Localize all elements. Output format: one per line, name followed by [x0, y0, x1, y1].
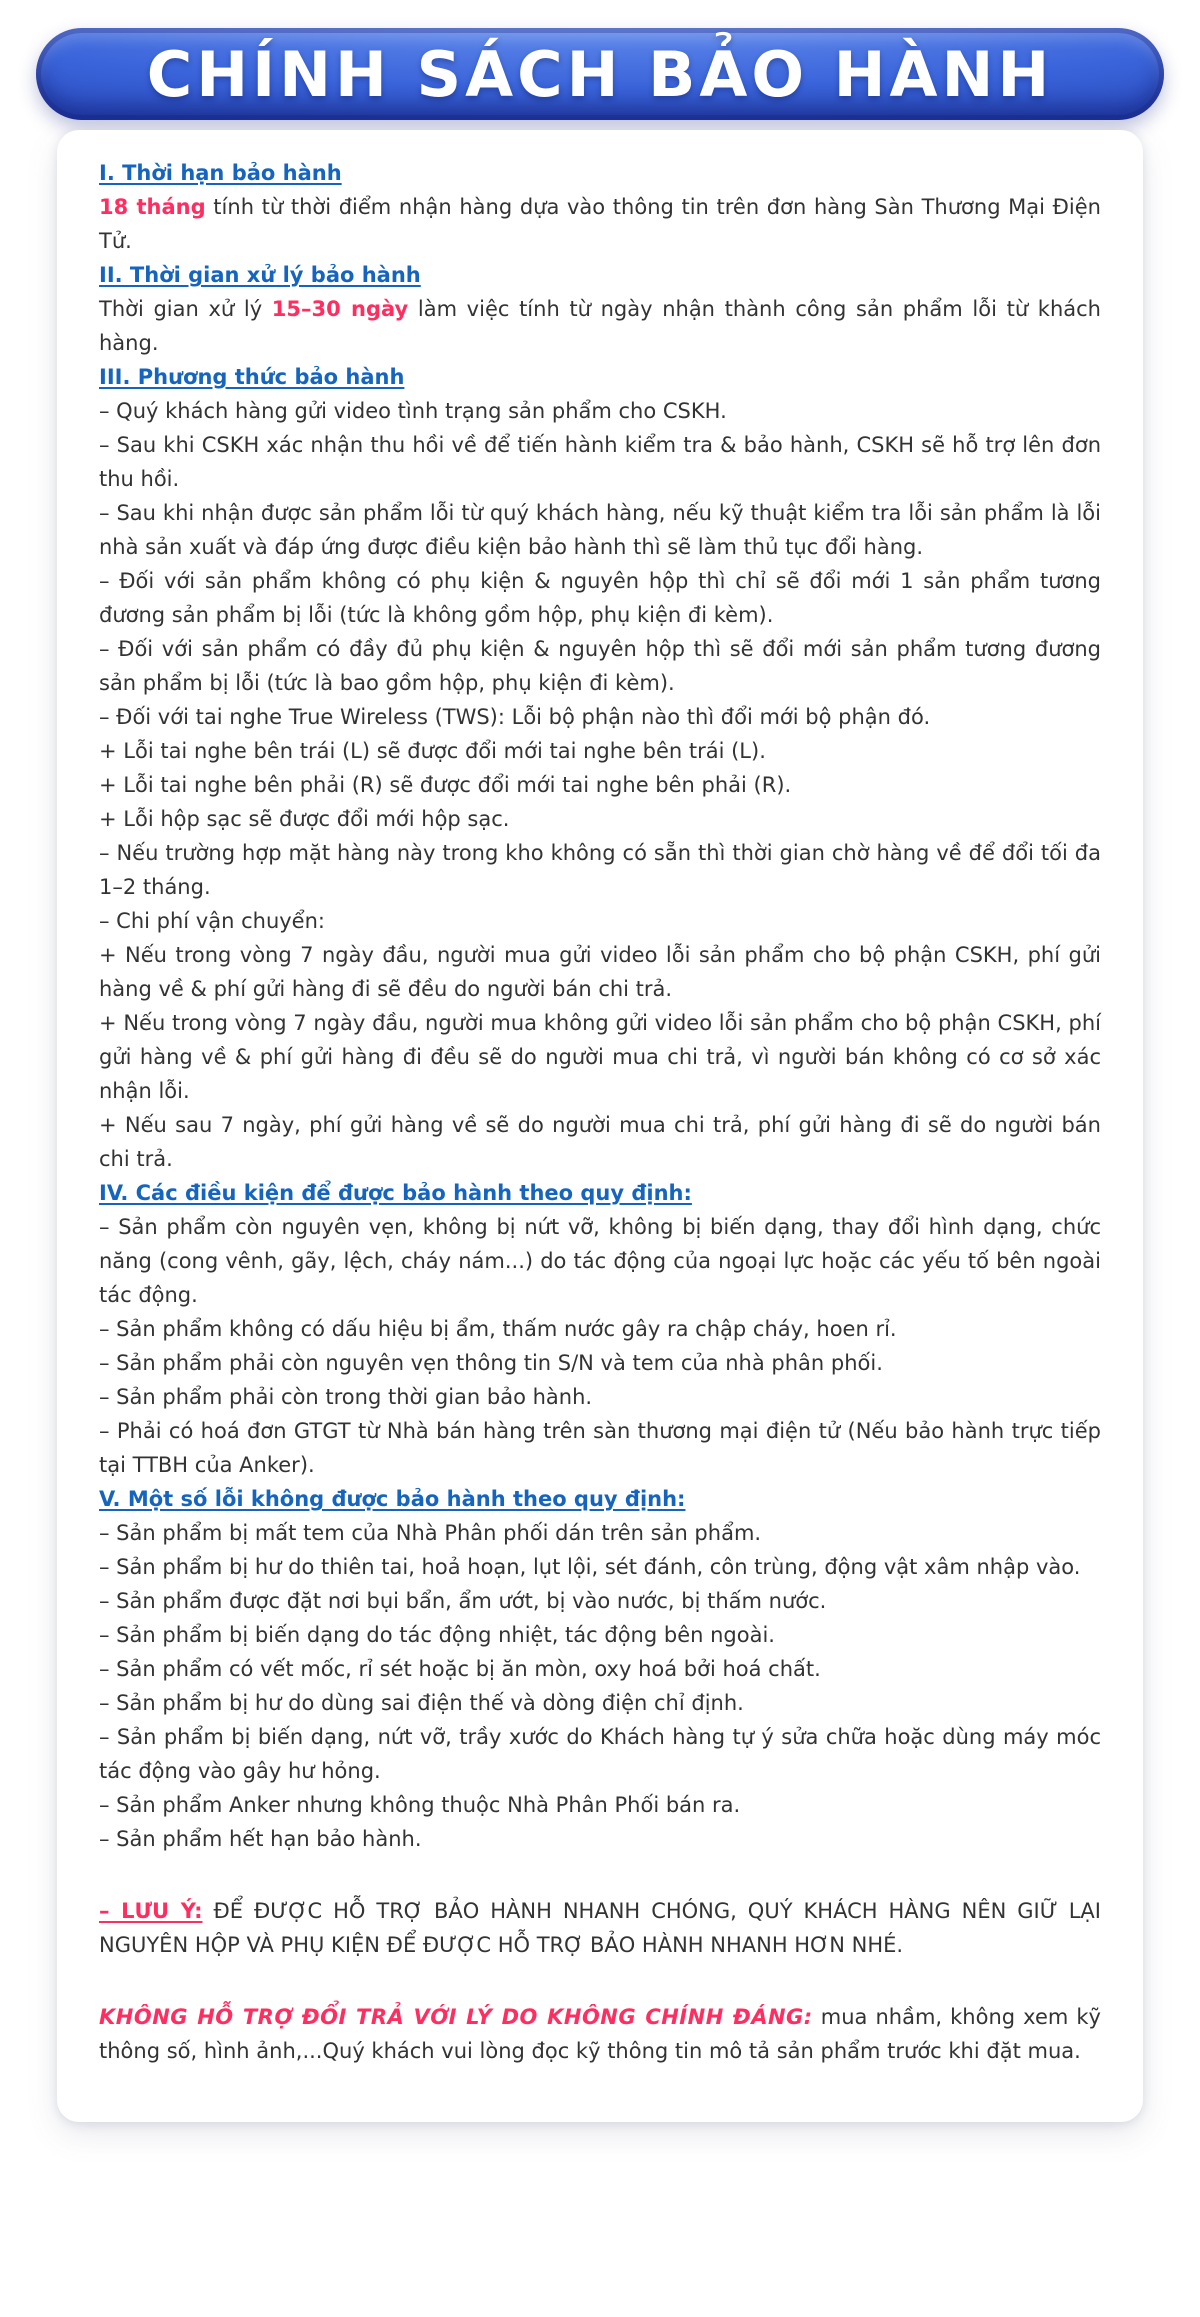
body-text: tính từ thời điểm nhận hàng dựa vào thông tin trên đơn hàng Sàn Thương Mại Điện Tử. [99, 195, 1101, 253]
accent-text: – LƯU Ý: [99, 1899, 203, 1923]
note-luu-y [99, 1894, 1101, 1962]
paragraph [99, 802, 1101, 836]
body-text: – Sản phẩm còn nguyên vẹn, không bị nứt vỡ, không bị biến dạng, thay đổi hình dạng, chức năng (cong vênh, gãy, lệch, cháy nám...) do tác động của ngoại lực hoặc các yếu tố bên ngoài tác động. [99, 1215, 1101, 1307]
section-heading: III. Phương thức bảo hành [99, 365, 405, 389]
body-text: – Đối với sản phẩm có đầy đủ phụ kiện & nguyên hộp thì sẽ đổi mới sản phẩm tương đương sản phẩm bị lỗi (tức là bao gồm hộp, phụ kiện đi kèm). [99, 637, 1101, 695]
body-text: + Nếu trong vòng 7 ngày đầu, người mua không gửi video lỗi sản phẩm cho bộ phận CSKH, phí gửi hàng về & phí gửi hàng đi đều sẽ do người mua chi trả, vì người bán không có cơ sở xác nhận lỗi. [99, 1011, 1101, 1103]
warranty-duration-paragraph [99, 190, 1101, 258]
paragraph [99, 1346, 1101, 1380]
body-text: – Sản phẩm có vết mốc, rỉ sét hoặc bị ăn mòn, oxy hoá bởi hoá chất. [99, 1657, 821, 1681]
paragraph [99, 1414, 1101, 1482]
paragraph [99, 1108, 1101, 1176]
warranty-banner [36, 28, 1164, 120]
body-text: – Đối với sản phẩm không có phụ kiện & nguyên hộp thì chỉ sẽ đổi mới 1 sản phẩm tương đương sản phẩm bị lỗi (tức là không gồm hộp, phụ kiện đi kèm). [99, 569, 1101, 627]
accent-text: KHÔNG HỖ TRỢ ĐỔI TRẢ VỚI LÝ DO KHÔNG CHÍNH ĐÁNG: [99, 2005, 813, 2029]
paragraph [99, 1618, 1101, 1652]
body-text: – Sản phẩm phải còn nguyên vẹn thông tin S/N và tem của nhà phân phối. [99, 1351, 883, 1375]
body-text: – Quý khách hàng gửi video tình trạng sản phẩm cho CSKH. [99, 399, 727, 423]
body-text: + Nếu trong vòng 7 ngày đầu, người mua gửi video lỗi sản phẩm cho bộ phận CSKH, phí gửi hàng về & phí gửi hàng đi sẽ đều do người bán chi trả. [99, 943, 1101, 1001]
accent-text: 15–30 ngày [271, 297, 409, 321]
paragraph [99, 1516, 1101, 1550]
paragraph [99, 394, 1101, 428]
body-text: – Sản phẩm được đặt nơi bụi bẩn, ẩm ướt, bị vào nước, bị thấm nước. [99, 1589, 827, 1613]
section-heading: II. Thời gian xử lý bảo hành [99, 263, 421, 287]
paragraph [99, 1584, 1101, 1618]
paragraph [99, 1210, 1101, 1312]
section-heading: IV. Các điều kiện để được bảo hành theo quy định: [99, 1181, 692, 1205]
body-text: – Sản phẩm bị hư do thiên tai, hoả hoạn, lụt lội, sét đánh, côn trùng, động vật xâm nhập vào. [99, 1555, 1081, 1579]
paragraph [99, 1006, 1101, 1108]
body-text: – Sản phẩm Anker nhưng không thuộc Nhà Phân Phối bán ra. [99, 1793, 741, 1817]
paragraph [99, 1380, 1101, 1414]
policy-card [57, 130, 1143, 2122]
body-text: + Lỗi tai nghe bên phải (R) sẽ được đổi mới tai nghe bên phải (R). [99, 773, 792, 797]
body-text: + Lỗi tai nghe bên trái (L) sẽ được đổi mới tai nghe bên trái (L). [99, 739, 766, 763]
note-no-return [99, 2000, 1101, 2068]
body-text: + Nếu sau 7 ngày, phí gửi hàng về sẽ do người mua chi trả, phí gửi hàng đi sẽ do người bán chi trả. [99, 1113, 1101, 1171]
paragraph [99, 632, 1101, 700]
body-text: Thời gian xử lý [99, 297, 272, 321]
paragraph [99, 1822, 1101, 1856]
body-text: – Sản phẩm hết hạn bảo hành. [99, 1827, 422, 1851]
paragraph [99, 496, 1101, 564]
body-text: – Sản phẩm không có dấu hiệu bị ẩm, thấm nước gây ra chập cháy, hoen rỉ. [99, 1317, 897, 1341]
paragraph [99, 1788, 1101, 1822]
section-heading: V. Một số lỗi không được bảo hành theo quy định: [99, 1487, 686, 1511]
body-text: – Sản phẩm bị biến dạng, nứt vỡ, trầy xước do Khách hàng tự ý sửa chữa hoặc dùng máy móc tác động vào gây hư hỏng. [99, 1725, 1101, 1783]
paragraph [99, 734, 1101, 768]
body-text: – Sau khi nhận được sản phẩm lỗi từ quý khách hàng, nếu kỹ thuật kiểm tra lỗi sản phẩm là lỗi nhà sản xuất và đáp ứng được điều kiện bảo hành thì sẽ làm thủ tục đổi hàng. [99, 501, 1101, 559]
body-text: – Chi phí vận chuyển: [99, 909, 325, 933]
paragraph [99, 1720, 1101, 1788]
body-text: + Lỗi hộp sạc sẽ được đổi mới hộp sạc. [99, 807, 510, 831]
paragraph [99, 1312, 1101, 1346]
paragraph [99, 1652, 1101, 1686]
paragraph [99, 700, 1101, 734]
body-text: – Phải có hoá đơn GTGT từ Nhà bán hàng trên sàn thương mại điện tử (Nếu bảo hành trực tiếp tại TTBH của Anker). [99, 1419, 1101, 1477]
paragraph [99, 938, 1101, 1006]
body-text: – Sản phẩm phải còn trong thời gian bảo hành. [99, 1385, 593, 1409]
body-text: làm việc tính từ ngày nhận thành công sản phẩm lỗi từ khách hàng. [99, 297, 1101, 355]
body-text: ĐỂ ĐƯỢC HỖ TRỢ BẢO HÀNH NHANH CHÓNG, QUÝ KHÁCH HÀNG NÊN GIỮ LẠI NGUYÊN HỘP VÀ PHỤ KIỆN ĐỂ ĐƯỢC HỖ TRỢ BẢO HÀNH NHANH HƠN NHÉ. [99, 1899, 1101, 1957]
paragraph [99, 428, 1101, 496]
paragraph [99, 904, 1101, 938]
page [0, 28, 1200, 2122]
body-text: – Nếu trường hợp mặt hàng này trong kho không có sẵn thì thời gian chờ hàng về để đổi tối đa 1–2 tháng. [99, 841, 1101, 899]
accent-text: 18 tháng [99, 195, 206, 219]
paragraph [99, 768, 1101, 802]
section-heading: I. Thời hạn bảo hành [99, 161, 342, 185]
processing-time-paragraph [99, 292, 1101, 360]
body-text: – Sản phẩm bị mất tem của Nhà Phân phối dán trên sản phẩm. [99, 1521, 762, 1545]
paragraph [99, 836, 1101, 904]
paragraph [99, 564, 1101, 632]
body-text: – Đối với tai nghe True Wireless (TWS): Lỗi bộ phận nào thì đổi mới bộ phận đó. [99, 705, 931, 729]
body-text: – Sản phẩm bị biến dạng do tác động nhiệt, tác động bên ngoài. [99, 1623, 775, 1647]
body-text: – Sản phẩm bị hư do dùng sai điện thế và dòng điện chỉ định. [99, 1691, 744, 1715]
body-text: mua nhầm, không xem kỹ thông số, hình ảnh,...Quý khách vui lòng đọc kỹ thông tin mô tả sản phẩm trước khi đặt mua. [99, 2005, 1101, 2063]
policy-content [99, 156, 1101, 2068]
paragraph [99, 1686, 1101, 1720]
body-text: – Sau khi CSKH xác nhận thu hồi về để tiến hành kiểm tra & bảo hành, CSKH sẽ hỗ trợ lên đơn thu hồi. [99, 433, 1101, 491]
page-title: CHÍNH SÁCH BẢO HÀNH [146, 37, 1054, 111]
paragraph [99, 1550, 1101, 1584]
